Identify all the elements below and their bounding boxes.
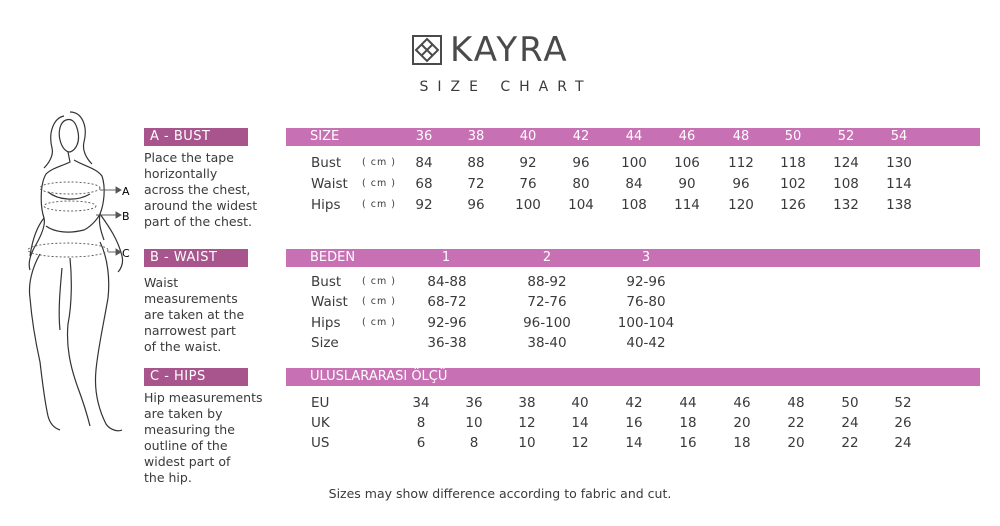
table-cell: 26 <box>894 415 912 431</box>
size-column: 50 <box>784 129 802 144</box>
table-row <box>0 273 1000 293</box>
text-line: around the widest <box>144 198 258 213</box>
table-cell: 68-72 <box>427 294 467 310</box>
table-cell: 130 <box>886 155 912 171</box>
table-cell: 40 <box>571 395 589 411</box>
table-row <box>0 154 1000 174</box>
table-cell: 36 <box>465 395 483 411</box>
row-unit: ( cm ) <box>362 276 396 287</box>
table-cell: 14 <box>571 415 589 431</box>
table-cell: 96-100 <box>523 315 571 331</box>
row-unit: ( cm ) <box>362 317 396 328</box>
table-row <box>0 314 1000 334</box>
table-cell: 20 <box>787 435 805 451</box>
text-line: part of the chest. <box>144 214 252 229</box>
row-unit: ( cm ) <box>362 178 396 189</box>
size-column: 54 <box>890 129 908 144</box>
text-line: Waist <box>144 275 179 290</box>
table-cell: 50 <box>841 395 859 411</box>
table-cell: 18 <box>679 415 697 431</box>
table-cell: 72 <box>467 176 485 192</box>
text-line: widest part of <box>144 454 231 469</box>
row-label: Waist <box>311 176 348 192</box>
row-label: Bust <box>311 274 342 290</box>
table-cell: 16 <box>679 435 697 451</box>
table-cell: 100-104 <box>617 315 675 331</box>
row-unit: ( cm ) <box>362 296 396 307</box>
table-cell: 10 <box>465 415 483 431</box>
row-label: Size <box>311 335 339 351</box>
table-cell: 46 <box>733 395 751 411</box>
table-row <box>0 175 1000 195</box>
table-cell: 112 <box>728 155 754 171</box>
row-label: Hips <box>311 315 341 331</box>
table-row <box>0 196 1000 216</box>
table-cell: 108 <box>833 176 859 192</box>
table-cell: 118 <box>780 155 806 171</box>
size-column: 44 <box>625 129 643 144</box>
table-cell: 138 <box>886 197 912 213</box>
table-cell: 24 <box>841 415 859 431</box>
table-cell: 24 <box>894 435 912 451</box>
header-label: SIZE <box>310 129 340 144</box>
table-row <box>0 414 1000 434</box>
table-cell: 120 <box>728 197 754 213</box>
international-table-header <box>286 368 980 386</box>
text-line: the hip. <box>144 470 192 485</box>
table-cell: 84 <box>415 155 433 171</box>
row-label: Bust <box>311 155 342 171</box>
table-cell: 96 <box>572 155 590 171</box>
text-line: measuring the <box>144 422 235 437</box>
size-column: 46 <box>678 129 696 144</box>
table-cell: 14 <box>625 435 643 451</box>
table-row <box>0 434 1000 454</box>
text-line: Hip measurements <box>144 390 263 405</box>
table-cell: 20 <box>733 415 751 431</box>
section-header-waist: B - WAIST <box>144 249 248 267</box>
section-header-hips: C - HIPS <box>144 368 248 386</box>
size-column: 42 <box>572 129 590 144</box>
table-cell: 84 <box>625 176 643 192</box>
text-line: of the waist. <box>144 339 222 354</box>
page-title: SIZE CHART <box>419 79 593 95</box>
table-cell: 124 <box>833 155 859 171</box>
table-cell: 12 <box>518 415 536 431</box>
beden-column: 2 <box>542 250 552 265</box>
table-cell: 96 <box>467 197 485 213</box>
size-column: 52 <box>837 129 855 144</box>
row-label: EU <box>311 395 330 411</box>
table-cell: 88-92 <box>527 274 567 290</box>
table-cell: 104 <box>568 197 594 213</box>
table-cell: 48 <box>787 395 805 411</box>
table-cell: 114 <box>886 176 912 192</box>
table-row <box>0 293 1000 313</box>
section-header-bust: A - BUST <box>144 128 248 146</box>
table-cell: 126 <box>780 197 806 213</box>
footer-note: Sizes may show difference according to fabric and cut. <box>328 486 672 501</box>
row-label: US <box>311 435 330 451</box>
table-cell: 100 <box>621 155 647 171</box>
table-cell: 90 <box>678 176 696 192</box>
table-cell: 44 <box>679 395 697 411</box>
marker-a: A <box>122 185 130 198</box>
table-cell: 92-96 <box>427 315 467 331</box>
beden-column: 1 <box>441 250 451 265</box>
row-label: Hips <box>311 197 341 213</box>
table-cell: 68 <box>415 176 433 192</box>
table-cell: 96 <box>732 176 750 192</box>
table-cell: 6 <box>416 435 426 451</box>
size-table-header <box>286 128 980 146</box>
size-column: 40 <box>519 129 537 144</box>
table-cell: 132 <box>833 197 859 213</box>
table-cell: 88 <box>467 155 485 171</box>
header-label: ULUSLARARASI ÖLÇÜ <box>310 369 448 384</box>
table-cell: 34 <box>412 395 430 411</box>
marker-c: C <box>122 247 130 260</box>
table-cell: 76 <box>519 176 537 192</box>
table-cell: 108 <box>621 197 647 213</box>
table-cell: 36-38 <box>427 335 467 351</box>
table-cell: 92 <box>519 155 537 171</box>
table-row <box>0 394 1000 414</box>
table-cell: 114 <box>674 197 700 213</box>
brand-logo <box>412 30 569 70</box>
text-line: are taken by <box>144 406 223 421</box>
row-label: UK <box>311 415 330 431</box>
table-cell: 8 <box>469 435 479 451</box>
kayra-logo-icon <box>412 35 442 65</box>
table-cell: 80 <box>572 176 590 192</box>
text-line: Place the tape <box>144 150 234 165</box>
table-cell: 38-40 <box>527 335 567 351</box>
table-cell: 22 <box>841 435 859 451</box>
text-line: narrowest part <box>144 323 236 338</box>
text-line: across the chest, <box>144 182 251 197</box>
table-cell: 40-42 <box>626 335 666 351</box>
table-cell: 106 <box>674 155 700 171</box>
table-cell: 102 <box>780 176 806 192</box>
row-label: Waist <box>311 294 348 310</box>
table-cell: 12 <box>571 435 589 451</box>
text-line: are taken at the <box>144 307 245 322</box>
table-cell: 52 <box>894 395 912 411</box>
header-label: BEDEN <box>310 250 356 265</box>
text-line: measurements <box>144 291 238 306</box>
size-column: 48 <box>732 129 750 144</box>
table-row <box>0 334 1000 354</box>
table-cell: 76-80 <box>626 294 666 310</box>
table-cell: 92 <box>415 197 433 213</box>
beden-table-header <box>286 249 980 267</box>
table-cell: 92-96 <box>626 274 666 290</box>
table-cell: 22 <box>787 415 805 431</box>
table-cell: 42 <box>625 395 643 411</box>
text-line: horizontally <box>144 166 218 181</box>
table-cell: 8 <box>416 415 426 431</box>
size-column: 38 <box>467 129 485 144</box>
text-line: outline of the <box>144 438 228 453</box>
table-cell: 16 <box>625 415 643 431</box>
table-cell: 84-88 <box>427 274 467 290</box>
table-cell: 10 <box>518 435 536 451</box>
table-cell: 100 <box>515 197 541 213</box>
size-column: 36 <box>415 129 433 144</box>
beden-column: 3 <box>641 250 651 265</box>
marker-b: B <box>122 210 130 223</box>
table-cell: 18 <box>733 435 751 451</box>
table-cell: 72-76 <box>527 294 567 310</box>
row-unit: ( cm ) <box>362 199 396 210</box>
row-unit: ( cm ) <box>362 157 396 168</box>
table-cell: 38 <box>518 395 536 411</box>
brand-name: KAYRA <box>450 30 569 70</box>
